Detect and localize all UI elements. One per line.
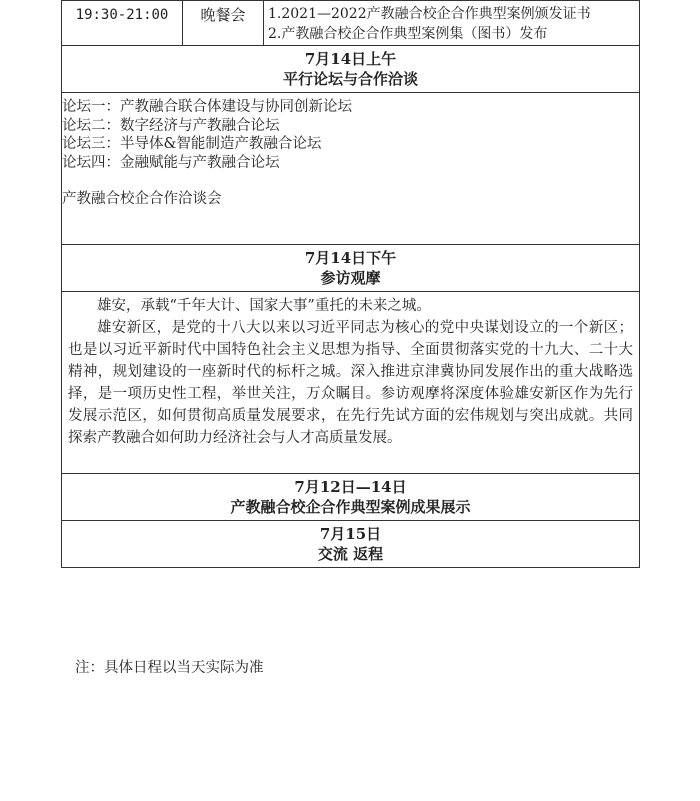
return-header — [62, 521, 640, 568]
visit-description — [62, 292, 640, 474]
return-date: 7月15日 — [319, 525, 382, 543]
visit-header-row — [62, 245, 640, 292]
forum-date: 7月14日上午 — [304, 50, 397, 68]
item-line-2: 2.产教融合校企合作典型案例集（图书）发布 — [268, 26, 548, 42]
return-title: 交流 返程 — [317, 545, 384, 563]
forum-item-1: 论坛一：产教融合联合体建设与协同创新论坛 — [62, 99, 352, 115]
showcase-date: 7月12日—14日 — [294, 478, 407, 496]
items-cell — [264, 1, 640, 46]
forum-item-4: 论坛四：金融赋能与产教融合论坛 — [62, 154, 280, 171]
visit-body-row — [62, 292, 640, 474]
visit-date: 7月14日下午 — [304, 249, 397, 267]
dinner-row — [62, 1, 640, 46]
schedule-table — [61, 0, 640, 568]
footnote: 注：具体日程以当天实际为准 — [75, 660, 264, 676]
forum-header — [62, 46, 640, 93]
item-line-1: 1.2021—2022产教融合校企合作典型案例颁发证书 — [268, 6, 591, 22]
forum-item-3: 论坛三：半导体&智能制造产教融合论坛 — [62, 136, 322, 152]
time-cell: 19:30-21:00 — [62, 1, 183, 46]
visit-title: 参访观摩 — [320, 269, 381, 287]
showcase-row — [62, 474, 640, 521]
forum-title: 平行论坛与合作洽谈 — [282, 70, 418, 88]
forum-header-row — [62, 46, 640, 93]
return-row — [62, 521, 640, 568]
visit-paragraph-2: 雄安新区，是党的十八大以来以习近平同志为核心的党中央谋划设立的一个新区；也是以习近平新时代中国特色社会主义思想为指导、全面贯彻落实党的十九大、二十大精神，规划建设的一座新时代的标杆之城。深入推进京津冀协同发展作出的重大战略选择，是一项历史性工程，举世关注，万众瞩目。参访观摩将深度体验雄安新区作为先行发展示范区，如何贯彻高质量发展要求，在先行先试方面的宏伟规划与突出成就。共同探索产教融合如何助力经济社会与人才高质量发展。 — [68, 320, 633, 446]
forum-list — [62, 93, 640, 245]
event-cell: 晚餐会 — [183, 1, 264, 46]
visit-paragraph-1: 雄安，承载“千年大计、国家大事”重托的未来之城。 — [97, 298, 431, 314]
forum-item-2: 论坛二：数字经济与产教融合论坛 — [62, 117, 280, 134]
visit-header — [62, 245, 640, 292]
showcase-header — [62, 474, 640, 521]
meeting-item: 产教融合校企合作洽谈会 — [62, 191, 222, 207]
forum-body-row — [62, 93, 640, 245]
spacer — [62, 172, 639, 190]
showcase-title: 产教融合校企合作典型案例成果展示 — [230, 498, 471, 516]
